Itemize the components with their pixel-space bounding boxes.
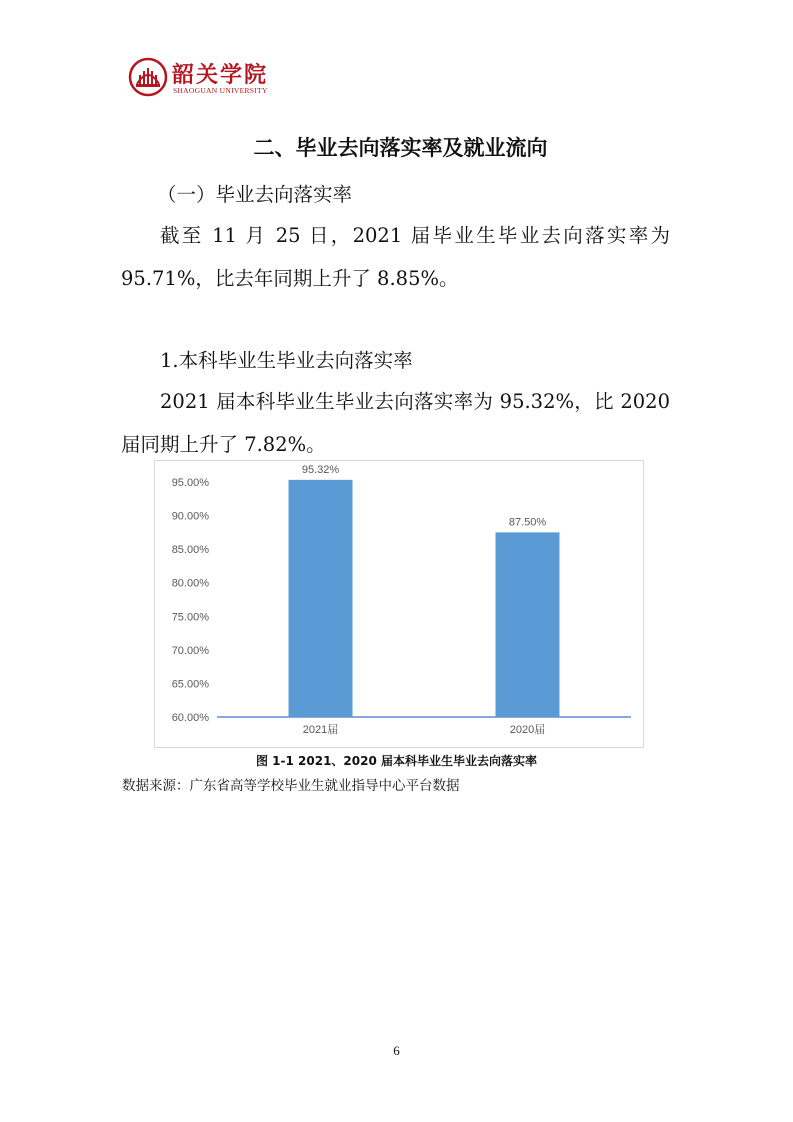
paragraph-2-line-1: 2021 届本科毕业生毕业去向落实率为 95.32%，比 2020 — [160, 390, 670, 413]
item-1-title: 1.本科毕业生毕业去向落实率 — [160, 349, 413, 372]
page-number: 6 — [393, 1043, 400, 1058]
logo-english-name: SHAOGUAN UNIVERSITY — [173, 86, 268, 95]
y-tick-label-6: 90.00% — [171, 510, 209, 523]
bar-2021届 — [289, 480, 353, 717]
paragraph-1-line-2: 95.71%，比去年同期上升了 8.85%。 — [121, 267, 459, 290]
bar-chart — [154, 460, 644, 748]
source-note: 数据来源：广东省高等学校毕业生就业指导中心平台数据 — [122, 778, 460, 794]
y-tick-label-7: 95.00% — [171, 477, 209, 489]
y-tick-label-1: 65.00% — [171, 678, 209, 691]
y-tick-label-5: 85.00% — [171, 544, 209, 557]
x-tick-label-0: 2021届 — [302, 724, 339, 736]
paragraph-2-line-2: 届同期上升了 7.82%。 — [121, 433, 326, 456]
figure-caption: 图 1-1 2021、2020 届本科毕业生毕业去向落实率 — [255, 754, 537, 768]
y-tick-label-2: 70.00% — [171, 644, 209, 657]
chart-canvas — [155, 461, 645, 749]
university-logo — [128, 55, 278, 103]
y-tick-label-3: 75.00% — [171, 611, 209, 624]
data-label-0: 95.32% — [301, 463, 340, 476]
y-tick-label-4: 80.00% — [171, 577, 209, 590]
paragraph-1-line-1: 截至 11 月 25 日，2021 届毕业生毕业去向落实率为 — [160, 224, 670, 247]
logo-chinese-name: 韶关学院 — [172, 62, 269, 88]
x-tick-label-1: 2020届 — [509, 724, 546, 736]
university-emblem-icon — [128, 57, 168, 97]
data-label-1: 87.50% — [508, 516, 547, 529]
subsection-title: （一）毕业去向落实率 — [157, 183, 353, 206]
y-tick-label-0: 60.00% — [171, 712, 209, 724]
section-title: 二、毕业去向落实率及就业流向 — [253, 136, 548, 160]
bar-2020届 — [496, 532, 560, 717]
